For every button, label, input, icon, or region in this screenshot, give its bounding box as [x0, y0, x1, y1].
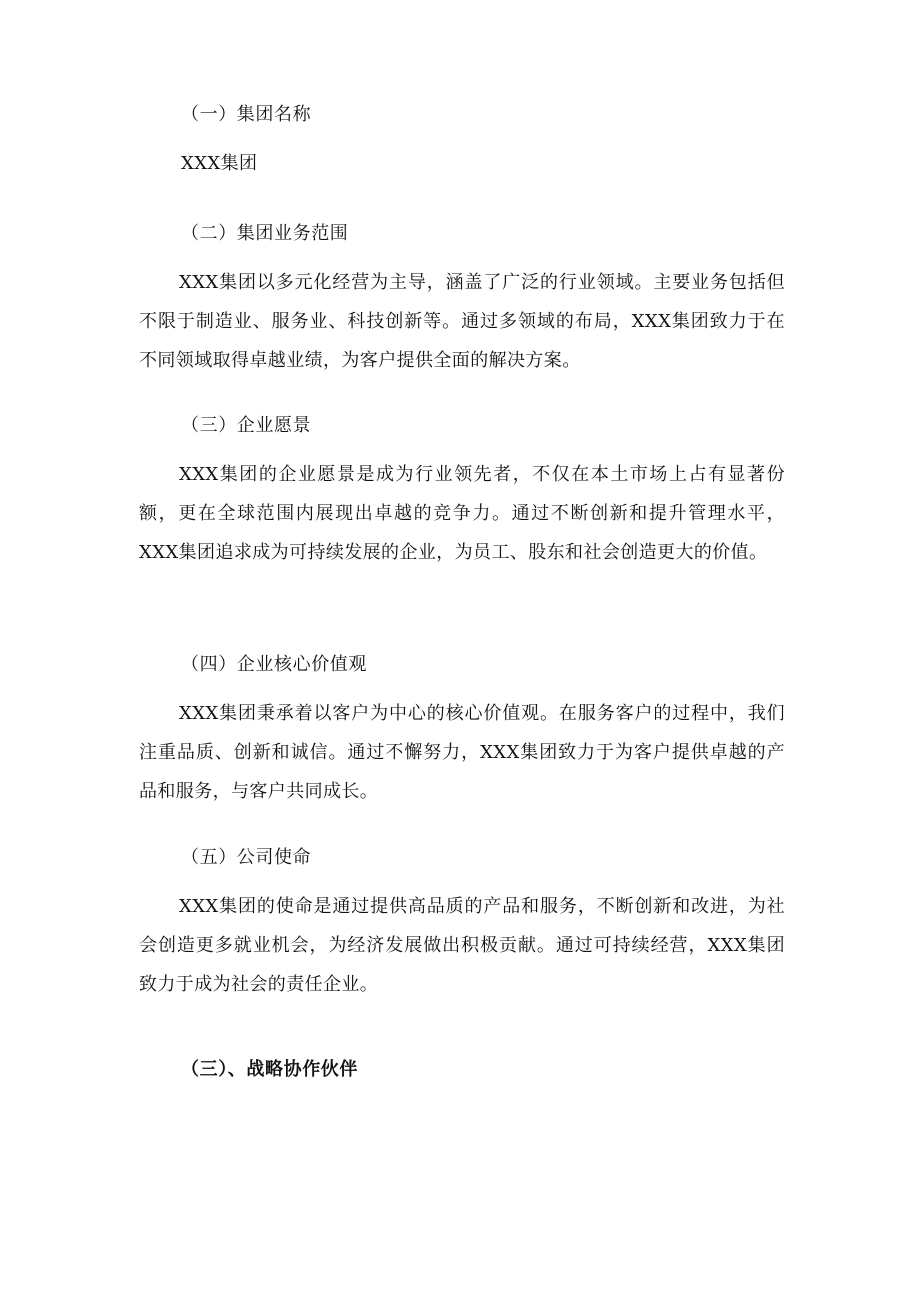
section-heading-core-values: （四）企业核心价值观 — [181, 654, 367, 675]
section-heading-mission: （五）公司使命 — [181, 847, 312, 868]
core-values-paragraph: XXX集团秉承着以客户为中心的核心价值观。在服务客户的过程中，我们注重品质、创新和诚信。通过不懈努力，XXX集团致力于为客户提供卓越的产品和服务，与客户共同成长。 — [139, 703, 785, 802]
mission-paragraph: XXX集团的使命是通过提供高品质的产品和服务，不断创新和改进，为社会创造更多就业机会，为经济发展做出积极贡献。通过可持续经营，XXX集团致力于成为社会的责任企业。 — [139, 896, 785, 995]
group-name-value: XXX集团 — [181, 153, 258, 174]
section-heading-business-scope: （二）集团业务范围 — [181, 223, 349, 244]
business-scope-paragraph: XXX集团以多元化经营为主导，涵盖了广泛的行业领域。主要业务包括但不限于制造业、服务业、科技创新等。通过多领域的布局，XXX集团致力于在不同领域取得卓越业绩，为客户提供全面的解决方案。 — [139, 272, 785, 371]
chapter-heading-strategic-partners: （三）、战略协作伙伴 — [181, 1059, 358, 1080]
vision-paragraph: XXX集团的企业愿景是成为行业领先者，不仅在本土市场上占有显著份额，更在全球范围内展现出卓越的竞争力。通过不断创新和提升管理水平，XXX集团追求成为可持续发展的企业，为员工、股东和社会创造更大的价值。 — [139, 464, 785, 563]
section-heading-group-name: （一）集团名称 — [181, 104, 312, 125]
section-heading-vision: （三）企业愿景 — [181, 415, 312, 436]
